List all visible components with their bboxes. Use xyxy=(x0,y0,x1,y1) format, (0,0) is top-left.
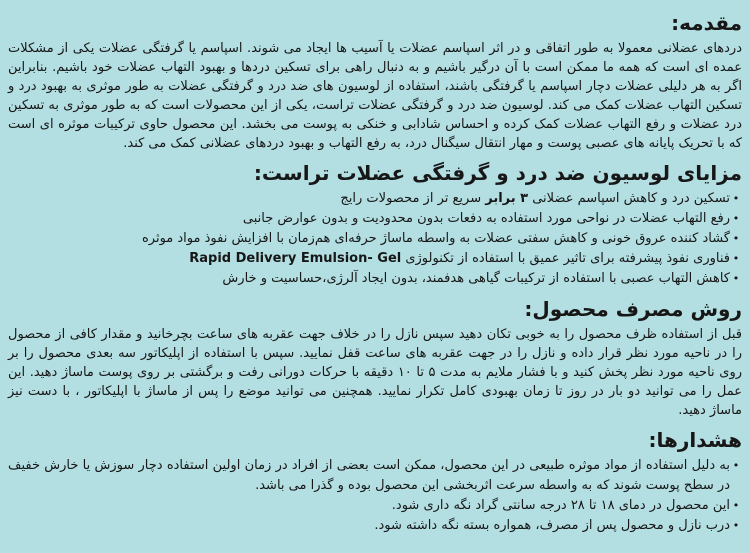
list-item-text xyxy=(8,189,730,209)
benefits-list xyxy=(8,189,742,289)
list-item xyxy=(8,209,742,229)
bullet-icon: • xyxy=(732,232,740,245)
text-run: تسکین درد و کاهش اسپاسم عضلانی xyxy=(528,191,730,206)
benefits-heading: مزایای لوسیون ضد درد و گرفتگی عضلات تراست: xyxy=(253,161,742,185)
list-item-text: به دلیل استفاده از مواد موثره طبیعی در این محصول، ممکن است بعضی از افراد در زمان اولین استفاده دچار سوزش یا خارش خفیف در سطح پوست شوند که به واسطه سرعت اثربخشی این محصول بوده و گذرا می باشد. xyxy=(8,458,730,493)
list-item-text xyxy=(8,249,730,269)
usage-paragraph: قبل از استفاده ظرف محصول را به خوبی تکان دهید سپس نازل را در خلاف جهت عقربه های ساعت بچرخانید و مقدار کافی از محصول را در ناحیه مورد نظر قرار داده و نازل را در جهت عقربه های ساعت قفل نمایید. سپس با استفاده از اپلیکاتور سه بعدی محصول را بر روی ناحیه مورد نظر پخش کنید و با فشار ملایم به مدت ۵ تا ۱۰ دقیقه با حرکات دورانی رفت و برگشتی بر روی پوست ماساژ دهید. این عمل را می توانید دو بار در روز تا زمان بهبودی کامل تکرار نمایید. همچنین می توانید موضع را پس از ماساژ با اپلیکاتور ، با دست نیز ماساژ دهید. xyxy=(8,327,742,418)
warnings-heading: هشدارها: xyxy=(648,428,742,452)
section-warnings xyxy=(8,427,742,536)
bullet-icon: • xyxy=(732,192,740,205)
text-run: رفع التهاب عضلات در نواحی مورد استفاده به دفعات بدون محدودیت و بدون عوارض جانبی xyxy=(242,211,730,226)
bullet-icon: • xyxy=(732,272,740,285)
text-run: کاهش التهاب عصبی با استفاده از ترکیبات گیاهی هدفمند، بدون ایجاد آلرژی،حساسیت و خارش xyxy=(222,271,730,286)
bold-text-run: Rapid Delivery Emulsion- Gel xyxy=(189,251,402,266)
section-intro xyxy=(8,10,742,153)
bullet-icon: • xyxy=(732,252,740,265)
list-item xyxy=(8,249,742,269)
list-item-text xyxy=(8,269,730,289)
text-run: گشاد کننده عروق خونی و کاهش سفتی عضلات به واسطه ماساژ حرفه‌ای هم‌زمان با افزایش نفوذ مواد موثره xyxy=(141,231,730,246)
text-run: فناوری نفوذ پیشرفته برای تاثیر عمیق با استفاده از تکنولوژی xyxy=(401,251,730,266)
bullet-icon: • xyxy=(732,519,740,532)
list-item xyxy=(8,496,742,516)
usage-heading: روش مصرف محصول: xyxy=(524,297,742,321)
list-item xyxy=(8,516,742,536)
list-item-text xyxy=(8,229,730,249)
list-item xyxy=(8,456,742,496)
intro-paragraph: دردهای عضلانی معمولا به طور اتفاقی و در اثر اسپاسم عضلات یا آسیب ها ایجاد می شوند. اسپاسم یا گرفتگی عضلات یکی از مشکلات عمده ای است که همه ما ممکن است با آن درگیر باشیم و به دنبال راهی برای تسکین دردها و بهبود التهاب عضلات خود باشیم. بنابراین اگر به هر دلیلی عضلات دچار اسپاسم یا گرفتگی باشند، استفاده از لوسیون های ضد درد و گرفتگی عضلات به طور موثری به بهبود درد و تسکین التهاب عضلات کمک می کند. لوسیون ضد درد و گرفتگی عضلات تراست، یکی از این محصولات است که به طور موثری به تسکین درد عضلات و رفع التهاب عضلات کمک کرده و احساس شادابی و خنکی به پوست می بخشد. این محصول حاوی ترکیبات موثره ای است که با تحریک پایانه های عصبی پوست و مهار انتقال سیگنال درد، به رفع التهاب و بهبود دردهای عضلانی کمک می کند. xyxy=(8,41,742,151)
section-benefits xyxy=(8,160,742,289)
list-item xyxy=(8,189,742,209)
intro-heading: مقدمه: xyxy=(671,11,742,35)
list-item-text: این محصول در دمای ۱۸ تا ۲۸ درجه سانتی گراد نگه داری شود. xyxy=(391,498,730,513)
section-usage xyxy=(8,296,742,420)
list-item-text xyxy=(8,209,730,229)
bold-text-run: ۳ برابر xyxy=(485,191,529,206)
bullet-icon: • xyxy=(732,459,740,472)
bullet-icon: • xyxy=(732,499,740,512)
text-run: سریع تر از محصولات رایج xyxy=(340,191,486,206)
bullet-icon: • xyxy=(732,212,740,225)
list-item xyxy=(8,269,742,289)
list-item xyxy=(8,229,742,249)
warnings-list xyxy=(8,456,742,536)
list-item-text: درب نازل و محصول پس از مصرف، همواره بسته نگه داشته شود. xyxy=(374,518,730,533)
